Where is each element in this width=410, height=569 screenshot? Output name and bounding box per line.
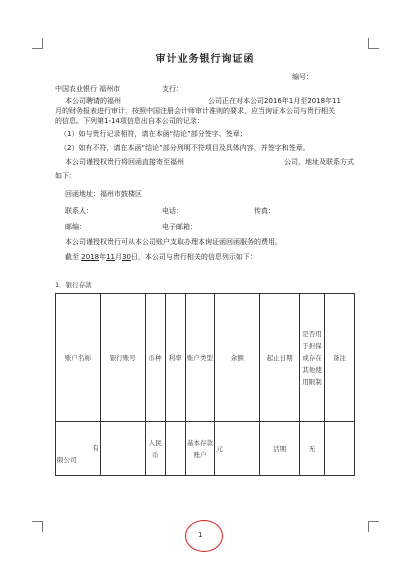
crop-mark-top-left	[32, 38, 43, 49]
addressee-bank: 中国农业银行 福州市	[55, 85, 121, 93]
header-restricted: 是否用于担保或存在其他使用限制	[300, 294, 325, 422]
crop-mark-top-right	[368, 38, 379, 49]
cell-account-type: 基本存款账户	[185, 422, 215, 476]
cell-balance: 元	[215, 422, 260, 476]
account-name-a: 有	[92, 444, 99, 452]
cell-interest-rate	[165, 422, 185, 476]
bank-deposit-table	[55, 293, 355, 476]
date-month: 11	[106, 253, 115, 261]
contact-zip-label: 邮编：	[65, 223, 86, 231]
para3: 本公司谨授权贵行可从本公司账户支取办理本询证函回函服务的费用。	[65, 238, 282, 246]
section-bank-deposits: 1．银行存款	[55, 281, 92, 289]
item-2: （2）如有不符，请在本函“结论”部分列明不符项目及具体内容，并签字和签章。	[60, 144, 310, 152]
date-tail: 日，本公司与贵行相关的信息列示如下：	[130, 253, 257, 261]
addressee-branch: 支行：	[162, 85, 183, 93]
item-1: （1）如与贵行记录相符，请在本函“结论”部分签字、签章；	[60, 130, 247, 138]
para2-b: 公司，地址及联系方式	[284, 158, 354, 166]
cell-currency: 人民币	[145, 422, 165, 476]
para2-c: 如下：	[55, 172, 76, 180]
para1-b: 公司正在对本公司2016年1月至2018年11	[208, 97, 341, 105]
number-label: 编号：	[292, 73, 313, 81]
table-row	[56, 422, 355, 476]
header-interest-rate: 利率	[165, 294, 185, 422]
cell-remarks	[325, 422, 355, 476]
para1-d: 的信息。下列第1-14项信息出自本公司的记录：	[55, 117, 204, 125]
date-year-unit: 年	[99, 253, 107, 261]
cell-dates: 活期	[260, 422, 300, 476]
return-address: 回函地址：福州市鼓楼区	[65, 190, 142, 198]
date-line	[65, 253, 257, 262]
cell-bank-account	[100, 422, 145, 476]
account-name-b: 限公司	[57, 456, 77, 464]
para1-c: 月的财务报表进行审计，按照中国注册会计师审计准则的要求，应当询证本公司与贵行相关	[55, 107, 335, 115]
para2-a: 本公司谨授权贵行将回函直接寄至福州	[65, 158, 184, 166]
para1-a: 本公司聘请的福州	[65, 97, 121, 105]
page-number: 1	[198, 531, 203, 539]
contact-email-label: 电子邮箱：	[162, 223, 197, 231]
date-day: 30	[121, 253, 131, 261]
contact-person-label: 联系人：	[65, 207, 93, 215]
contact-fax-label: 传真：	[254, 207, 275, 215]
header-account-type: 账户类型	[185, 294, 215, 422]
header-currency: 币种	[145, 294, 165, 422]
crop-mark-bottom-left	[32, 521, 43, 532]
date-prefix: 截至	[65, 253, 79, 261]
date-year: 2018	[81, 253, 100, 261]
date-month-unit: 月	[114, 253, 122, 261]
cell-restricted: 无	[300, 422, 325, 476]
contact-phone-label: 电话：	[162, 207, 183, 215]
header-balance: 余额	[215, 294, 260, 422]
header-account-name: 账户名称	[56, 294, 101, 422]
crop-mark-bottom-right	[368, 521, 379, 532]
header-start-end-date: 起止日期	[260, 294, 300, 422]
header-bank-account: 银行账号	[100, 294, 145, 422]
page-number-annotation-circle	[185, 520, 223, 552]
cell-account-name	[56, 422, 101, 476]
header-remarks: 备注	[325, 294, 355, 422]
table-header-row	[56, 294, 355, 422]
document-title: 审计业务银行询证函	[155, 54, 255, 65]
